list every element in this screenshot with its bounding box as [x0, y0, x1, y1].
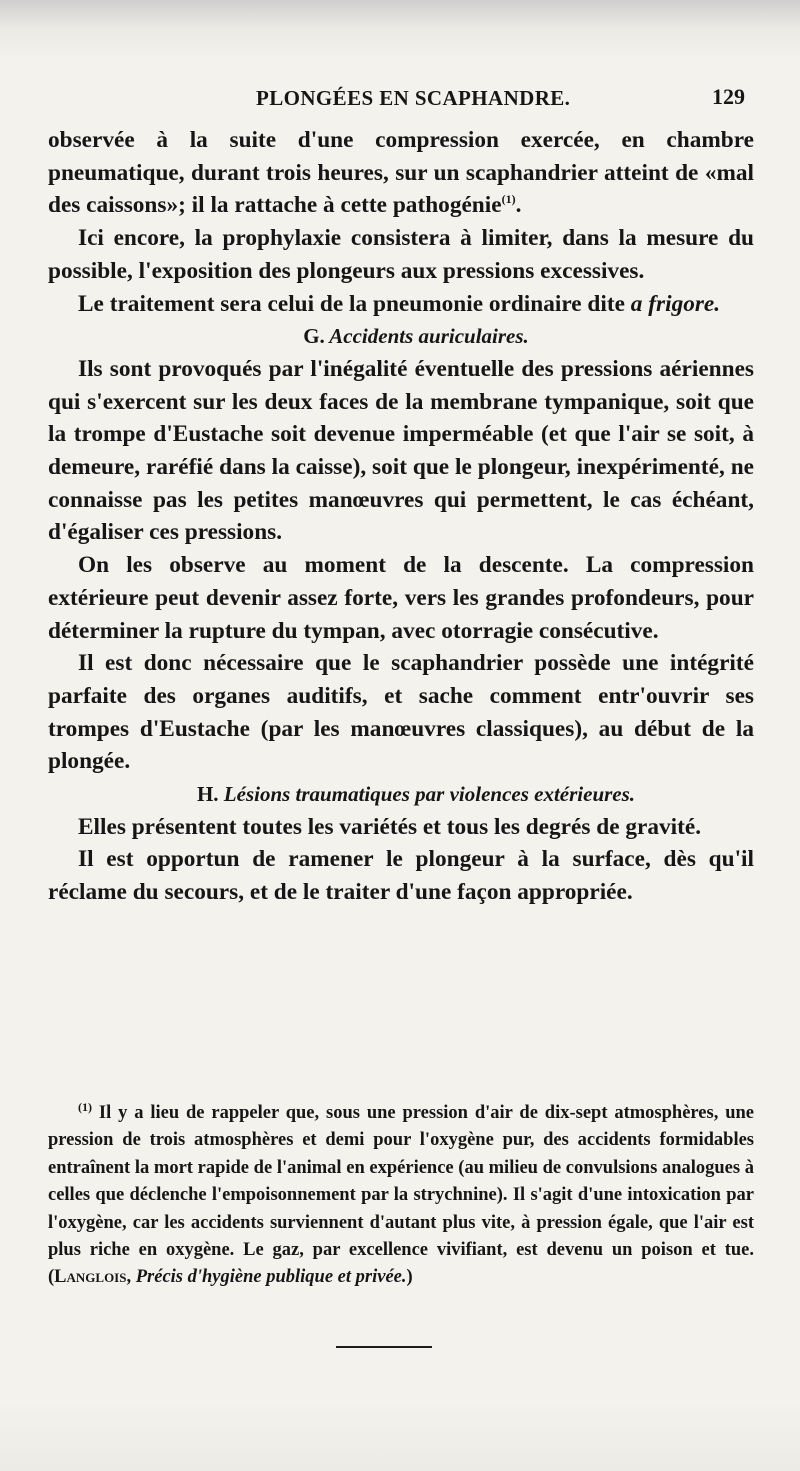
running-title: PLONGÉES EN SCAPHANDRE.	[256, 86, 571, 110]
paragraph-prophylaxie: Ici encore, la prophylaxie consistera à limiter, dans la mesure du possible, l'exposition des plongeurs aux pressions excessives.	[48, 225, 754, 284]
latin-term: a frigore.	[630, 290, 721, 317]
paragraph-traitement	[48, 288, 754, 321]
body-text	[48, 124, 754, 909]
paragraph-integrite: Il est donc nécessaire que le scaphandrier possède une intégrité parfaite des organes auditifs, et sache comment entr'ouvrir ses trompes d'Eustache (par les manœuvres classiques), au début de la plongée.	[48, 650, 754, 775]
page-header	[0, 82, 800, 114]
footnote-author: Langlois	[54, 1267, 127, 1288]
paragraph-text: observée à la suite d'une compression exercée, en chambre pneumatique, durant trois heures, sur un scaphandrier atteint de «mal des caissons»; il la rattache à cette pathogénie	[48, 127, 754, 219]
footnote-work-title: Précis d'hygiène publique et privée.	[135, 1267, 407, 1288]
section-heading-h	[48, 778, 754, 811]
paragraph-continuation	[48, 124, 754, 222]
footnote-text: Il y a lieu de rappeler que, sous une pression d'air de dix-sept atmosphères, une pression de trois atmosphères et demi pour l'oxygène pur, des accidents formidables entraînent la mort rapide de l'animal en expérience (au milieu de convulsions analogues à celles que déclenche l'empoisonnement par la strychnine). Il s'agit d'une intoxication par l'oxygène, car les accidents surviennent d'autant plus vite, à pression égale, que l'air est plus riche en oxygène. Le gaz, par excellence vivifiant, est devenu un poison et tue. (	[48, 1103, 754, 1288]
page-number: 129	[712, 84, 745, 109]
footnote-separator: ,	[126, 1267, 136, 1288]
footnote-reference: (1)	[501, 192, 516, 207]
paragraph-end: .	[515, 192, 522, 219]
end-rule	[336, 1346, 432, 1348]
footnote-close: )	[406, 1267, 413, 1288]
section-title: Accidents auriculaires.	[329, 324, 529, 349]
section-heading-g	[48, 320, 754, 353]
section-title: Lésions traumatiques par violences extérieures.	[223, 782, 636, 807]
paragraph-causes: Ils sont provoqués par l'inégalité éventuelle des pressions aériennes qui s'exercent sur les deux faces de la membrane tympanique, soit que la trompe d'Eustache soit devenue imperméable (et que l'air se soit, à demeure, raréfié dans la caisse), soit que le plongeur, inexpérimenté, ne connaisse pas les petites manœuvres qui permettent, le cas échéant, d'égaliser ces pressions.	[48, 355, 754, 546]
section-letter: G.	[303, 324, 325, 349]
footnote-1	[48, 1100, 754, 1292]
footnote-marker: (1)	[78, 1099, 92, 1114]
paragraph-descente: On les observe au moment de la descente. La compression extérieure peut devenir assez forte, vers les grandes profondeurs, pour déterminer la rupture du tympan, avec otorragie consécutive.	[48, 552, 754, 644]
section-letter: H.	[196, 782, 219, 807]
paragraph-lesions: Elles présentent toutes les variétés et tous les degrés de gravité.	[78, 813, 702, 840]
footnotes	[48, 1100, 754, 1292]
paragraph-secours: Il est opportun de ramener le plongeur à la surface, dès qu'il réclame du secours, et de le traiter d'une façon appropriée.	[48, 846, 754, 906]
paragraph-text: Le traitement sera celui de la pneumonie ordinaire dite	[78, 290, 631, 317]
